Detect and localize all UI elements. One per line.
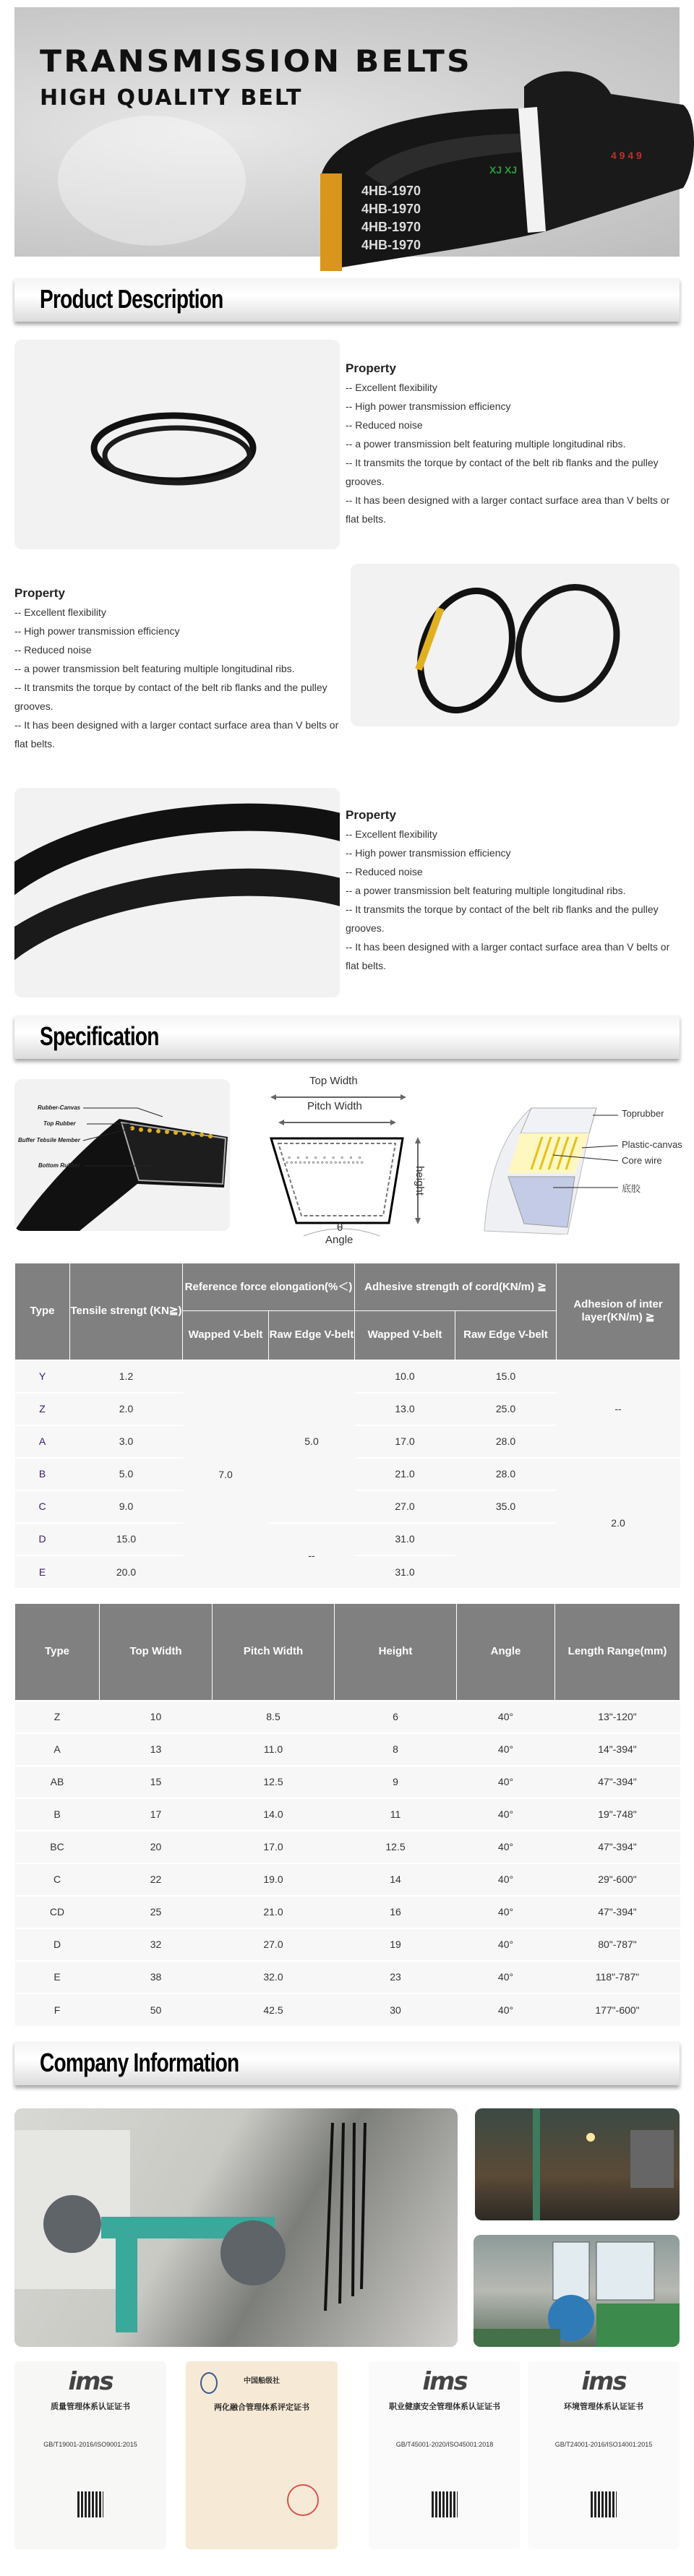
label-core-wire: Core wire (622, 1155, 662, 1166)
table-cell: 19.0 (213, 1863, 335, 1896)
table-row (15, 1701, 680, 1733)
table-cell: 6 (335, 1701, 457, 1733)
svg-text:4 9 4 9: 4 9 4 9 (611, 150, 642, 161)
certificate-occupational-health (369, 2361, 520, 2549)
property-line: -- It transmits the torque by contact of the belt rib flanks and the pulley grooves. (346, 457, 659, 487)
cell-adh-wapped: 13.0 (355, 1393, 455, 1425)
cell-tensile: 20.0 (70, 1555, 183, 1588)
label-theta: θ (337, 1222, 343, 1234)
table-cell: 21.0 (213, 1896, 335, 1928)
cell-tensile: 15.0 (70, 1523, 183, 1555)
product-image-2 (351, 564, 680, 726)
cell-type: Y (15, 1360, 70, 1393)
certificate-quality (14, 2361, 166, 2549)
table-cell: 15 (100, 1766, 213, 1798)
property-line: -- It has been designed with a larger contact surface area than V belts or flat belts. (14, 719, 339, 750)
property-line: -- It transmits the torque by contact of the belt rib flanks and the pulley grooves. (14, 682, 327, 712)
svg-text:4HB-1970: 4HB-1970 (361, 238, 421, 252)
product-image-1 (14, 340, 340, 549)
label-toprubber: Toprubber (622, 1108, 664, 1119)
label-buffer-member: Buffer Tebsile Member (18, 1137, 80, 1143)
table-cell: 40° (457, 1733, 555, 1766)
table-cell: 19"-748" (555, 1798, 680, 1831)
certificate-title: 两化融合管理体系评定证书 (214, 2403, 309, 2412)
table-row (15, 1896, 680, 1928)
cell-adh-raw (455, 1523, 557, 1588)
table-cell: 29"-600" (555, 1863, 680, 1896)
factory-photo-workshop (475, 2108, 680, 2220)
property-line: -- Reduced noise (346, 866, 423, 877)
belt-layer-diagram (474, 1104, 680, 1235)
cell-adh-wapped: 31.0 (355, 1555, 455, 1588)
table-cell: 23 (335, 1961, 457, 1993)
table-row (15, 1928, 680, 1961)
label-angle: Angle (325, 1234, 354, 1246)
property-line: -- Excellent flexibility (14, 606, 106, 618)
table-cell: 47"-394" (555, 1896, 680, 1928)
table-cell: 8.5 (213, 1701, 335, 1733)
section-banner-specification (14, 1016, 680, 1059)
table-cell: 13"-120" (555, 1701, 680, 1733)
table-cell: 177"-600" (555, 1993, 680, 2026)
header-cell: Length Range(mm) (555, 1604, 680, 1701)
cell-type: C (15, 1490, 70, 1523)
ims-logo: ims (422, 2367, 467, 2396)
ccs-logo-icon (200, 2372, 218, 2394)
section-title: Product Description (40, 284, 223, 314)
property-line: -- High power transmission efficiency (346, 847, 511, 859)
svg-text:4HB-1970: 4HB-1970 (361, 220, 421, 234)
label-rubber-canvas: Rubber-Canvas (38, 1104, 81, 1111)
label-pitch-width: Pitch Width (307, 1100, 362, 1112)
label-plastic-canvas: Plastic-canvas (622, 1139, 682, 1150)
cell-inter-layer: -- (557, 1360, 680, 1458)
section-banner-product-description (14, 278, 680, 322)
table-cell: 47"-394" (555, 1831, 680, 1863)
table-row (15, 1863, 680, 1896)
hero-belt-image (307, 65, 694, 275)
header-raw-edge: Raw Edge V-belt (455, 1311, 557, 1360)
table-cell: B (15, 1798, 100, 1831)
table-cell: 32.0 (213, 1961, 335, 1993)
cell-type: A (15, 1425, 70, 1458)
table-cell: 11 (335, 1798, 457, 1831)
table-cell: 14"-394" (555, 1733, 680, 1766)
table-cell: 20 (100, 1831, 213, 1863)
table-cell: 12.5 (335, 1831, 457, 1863)
property-block-3 (346, 806, 678, 975)
header-raw-edge: Raw Edge V-belt (269, 1311, 355, 1360)
cell-adh-raw: 28.0 (455, 1425, 557, 1458)
cell-adh-raw: 35.0 (455, 1490, 557, 1523)
table-cell: 8 (335, 1733, 457, 1766)
table-cell: 40° (457, 1863, 555, 1896)
table-cell: 13 (100, 1733, 213, 1766)
red-seal-icon (287, 2484, 319, 2516)
cell-tensile: 5.0 (70, 1458, 183, 1490)
property-heading: Property (14, 586, 65, 600)
cell-ref-raw: 5.0 (269, 1360, 355, 1523)
qr-code-icon (432, 2491, 458, 2517)
table-cell: 16 (335, 1896, 457, 1928)
property-line: -- a power transmission belt featuring multiple longitudinal ribs. (346, 438, 626, 450)
cell-tensile: 3.0 (70, 1425, 183, 1458)
hero-title: TRANSMISSION BELTS (40, 43, 472, 79)
header-cell: Pitch Width (213, 1604, 335, 1701)
property-line: -- Reduced noise (346, 419, 423, 431)
section-title: Specification (40, 1021, 159, 1051)
table-cell: 19 (335, 1928, 457, 1961)
svg-text:4HB-1970: 4HB-1970 (361, 202, 421, 216)
certificate-standard: GB/T24001-2016/ISO14001:2015 (554, 2441, 653, 2448)
property-line: -- High power transmission efficiency (346, 400, 511, 412)
table-cell: A (15, 1733, 100, 1766)
table-cell: 32 (100, 1928, 213, 1961)
header-cell: Top Width (100, 1604, 213, 1701)
header-ref-force: Reference force elongation(%＜) (183, 1263, 355, 1311)
cell-adh-raw: 25.0 (455, 1393, 557, 1425)
header-cell: Height (335, 1604, 457, 1701)
certificate-title: 职业健康安全管理体系认证证书 (389, 2403, 500, 2411)
table-cell: 50 (100, 1993, 213, 2026)
svg-text:XJ XJ: XJ XJ (489, 164, 518, 176)
cell-inter-layer: 2.0 (557, 1458, 680, 1588)
belt-strength-table (14, 1263, 680, 1588)
table-cell: AB (15, 1766, 100, 1798)
header-inter-layer: Adhesion of inter layer(KN/m) ≧ (557, 1263, 680, 1360)
table-cell: 40° (457, 1766, 555, 1798)
table-row (15, 1766, 680, 1798)
table-cell: F (15, 1993, 100, 2026)
table-cell: 40° (457, 1961, 555, 1993)
issuer-name: 中国船级社 (244, 2377, 280, 2385)
cell-ref-wapped: 7.0 (183, 1360, 269, 1588)
header-type: Type (15, 1263, 70, 1360)
table-cell: Z (15, 1701, 100, 1733)
factory-photo-machine (14, 2108, 458, 2347)
table-cell: BC (15, 1831, 100, 1863)
svg-text:ஃஃஃஃஃஃஃஃஃ: ஃஃஃஃஃஃஃஃஃ (286, 1155, 365, 1166)
table-cell: 17.0 (213, 1831, 335, 1863)
belt-dimension-diagram (267, 1073, 434, 1247)
hero-subtitle: HIGH QUALITY BELT (40, 85, 303, 111)
label-bottom-rubber-cn: 底胶 (622, 1183, 641, 1194)
table-cell: 40° (457, 1701, 555, 1733)
table-cell: 11.0 (213, 1733, 335, 1766)
cell-tensile: 9.0 (70, 1490, 183, 1523)
header-wapped: Wapped V-belt (355, 1311, 455, 1360)
property-line: -- a power transmission belt featuring multiple longitudinal ribs. (14, 663, 295, 674)
factory-photo-press (474, 2235, 680, 2347)
table-cell: 12.5 (213, 1766, 335, 1798)
header-cell: Angle (457, 1604, 555, 1701)
label-height: height (413, 1166, 426, 1195)
belt-print: 4HB-1970 (361, 184, 421, 198)
cell-tensile: 2.0 (70, 1393, 183, 1425)
header-tensile: Tensile strengt (KN≧) (70, 1263, 183, 1360)
belt-dimension-table (14, 1603, 680, 2026)
table-cell: 14 (335, 1863, 457, 1896)
table-row (15, 1798, 680, 1831)
cell-adh-wapped: 17.0 (355, 1425, 455, 1458)
ims-logo: ims (68, 2367, 113, 2396)
table-row (15, 1993, 680, 2026)
property-line: -- It has been designed with a larger contact surface area than V belts or flat belts. (346, 941, 670, 971)
table-cell: 38 (100, 1961, 213, 1993)
table-row (15, 1831, 680, 1863)
table-row (15, 1733, 680, 1766)
section-banner-company-information (14, 2042, 680, 2085)
header-cell: Type (15, 1604, 100, 1701)
cell-adh-wapped: 21.0 (355, 1458, 455, 1490)
cell-type: B (15, 1458, 70, 1490)
qr-code-icon (77, 2491, 103, 2517)
product-image-3 (14, 788, 340, 997)
table-cell: 14.0 (213, 1798, 335, 1831)
property-line: -- Excellent flexibility (346, 382, 437, 393)
property-line: -- Excellent flexibility (346, 828, 437, 840)
ims-logo: ims (581, 2367, 626, 2396)
header-wapped: Wapped V-belt (183, 1311, 269, 1360)
property-block-1 (346, 359, 678, 528)
table-cell: CD (15, 1896, 100, 1928)
cell-adh-wapped: 27.0 (355, 1490, 455, 1523)
table-cell: 40° (457, 1928, 555, 1961)
table-cell: 47"-394" (555, 1766, 680, 1798)
header-adhesive: Adhesive strength of cord(KN/m) ≧ (355, 1263, 557, 1311)
certificate-title: 环境管理体系认证证书 (564, 2403, 643, 2411)
property-heading: Property (346, 808, 396, 822)
label-top-rubber: Top Rubber (43, 1120, 76, 1127)
table-cell: 40° (457, 1798, 555, 1831)
property-line: -- a power transmission belt featuring multiple longitudinal ribs. (346, 885, 626, 896)
cell-ref-raw: -- (269, 1523, 355, 1588)
certificate-standard: GB/T45001-2020/ISO45001:2018 (395, 2441, 494, 2448)
table-cell: 40° (457, 1896, 555, 1928)
table-cell: 10 (100, 1701, 213, 1733)
certificate-standard: GB/T19001-2016/ISO9001:2015 (43, 2441, 137, 2448)
table-cell: 40° (457, 1993, 555, 2026)
cell-adh-wapped: 10.0 (355, 1360, 455, 1393)
cell-adh-raw: 28.0 (455, 1458, 557, 1490)
cell-type: D (15, 1523, 70, 1555)
property-block-2 (14, 584, 347, 753)
table-cell: D (15, 1928, 100, 1961)
section-title: Company Information (40, 2048, 239, 2077)
table-cell: C (15, 1863, 100, 1896)
property-line: -- It transmits the torque by contact of the belt rib flanks and the pulley grooves. (346, 903, 659, 934)
table-cell: 22 (100, 1863, 213, 1896)
label-bottom-rubber: Bottom Rubber (38, 1162, 81, 1169)
cell-type: E (15, 1555, 70, 1588)
certificate-integration (186, 2361, 338, 2549)
cell-adh-wapped: 31.0 (355, 1523, 455, 1555)
table-cell: 118"-787" (555, 1961, 680, 1993)
cell-adh-raw: 15.0 (455, 1360, 557, 1393)
table-cell: 30 (335, 1993, 457, 2026)
table-cell: 27.0 (213, 1928, 335, 1961)
qr-code-icon (591, 2491, 617, 2517)
certificate-environmental (528, 2361, 680, 2549)
cell-type: Z (15, 1393, 70, 1425)
belt-cross-section-diagram (14, 1079, 230, 1231)
table-cell: 25 (100, 1896, 213, 1928)
cell-tensile: 1.2 (70, 1360, 183, 1393)
table-cell: 40° (457, 1831, 555, 1863)
label-top-width: Top Width (309, 1075, 358, 1087)
table-cell: 42.5 (213, 1993, 335, 2026)
table-cell: 9 (335, 1766, 457, 1798)
property-line: -- Reduced noise (14, 644, 92, 656)
property-line: -- It has been designed with a larger contact surface area than V belts or flat belts. (346, 494, 670, 525)
table-row (15, 1360, 680, 1393)
background-machine-blur (58, 116, 246, 246)
table-cell: 80"-787" (555, 1928, 680, 1961)
table-row (15, 1961, 680, 1993)
property-line: -- High power transmission efficiency (14, 625, 180, 637)
property-heading: Property (346, 361, 396, 375)
table-cell: 17 (100, 1798, 213, 1831)
table-cell: E (15, 1961, 100, 1993)
certificate-title: 质量管理体系认证证书 (51, 2403, 130, 2411)
